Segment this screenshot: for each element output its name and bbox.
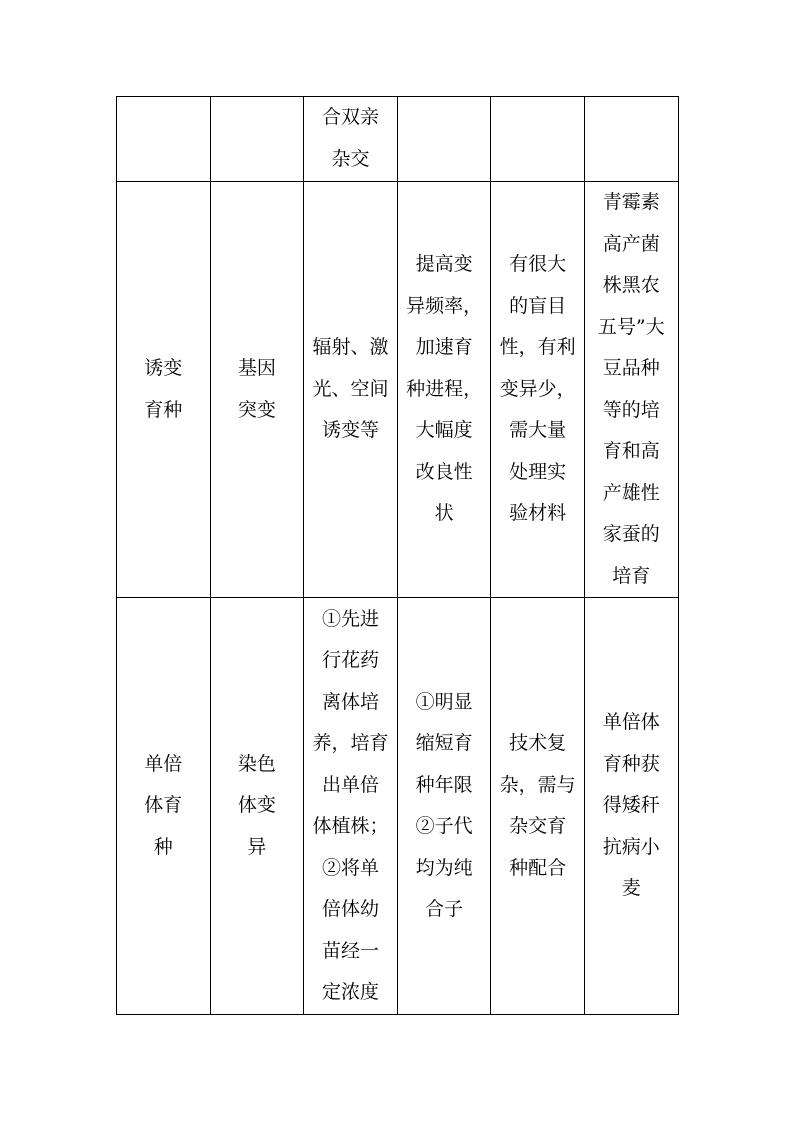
table-cell xyxy=(584,182,678,598)
table-cell xyxy=(210,182,304,598)
cell-text: 辐射、激 光、空间 诱变等 xyxy=(312,336,389,442)
table-cell xyxy=(117,182,211,598)
table-cell xyxy=(117,97,211,182)
table-cell xyxy=(304,598,398,1015)
table-cell xyxy=(397,598,491,1015)
table-cell xyxy=(491,97,585,182)
table-cell xyxy=(491,182,585,598)
breeding-methods-table xyxy=(116,96,679,1015)
cell-text: 单倍 体育 种 xyxy=(144,752,183,858)
cell-text: 提高变 异频率， 加速育 种进程， 大幅度 改良性 状 xyxy=(406,253,483,525)
cell-text: ①明显 缩短育 种年限 ②子代 均为纯 合子 xyxy=(415,690,473,920)
table-cell xyxy=(304,97,398,182)
table-cell xyxy=(397,97,491,182)
table-row xyxy=(117,97,679,182)
table-cell xyxy=(210,598,304,1015)
cell-text: 青霉素 高产菌 株黑农 五号”大 豆品种 等的培 育和高 产雄性 家蚕的 培育 xyxy=(597,191,665,587)
cell-text: 基因 突变 xyxy=(237,357,276,421)
table-cell xyxy=(304,182,398,598)
cell-text: 有很大 的盲目 性，有利 变异少， 需大量 处理实 验材料 xyxy=(499,253,576,525)
cell-text: 技术复 杂，需与 杂交育 种配合 xyxy=(499,732,576,879)
table-cell xyxy=(210,97,304,182)
table-row xyxy=(117,598,679,1015)
cell-text: ①先进 行花药 离体培 养，培育 出单倍 体植株； ②将单 倍体幼 苗经一 定浓度 xyxy=(312,607,389,1003)
cell-text: 染色 体变 异 xyxy=(237,752,276,858)
table-cell xyxy=(117,598,211,1015)
cell-text: 单倍体 育种获 得矮秆 抗病小 麦 xyxy=(602,711,660,900)
table-cell xyxy=(584,598,678,1015)
table-row xyxy=(117,182,679,598)
table-cell xyxy=(584,97,678,182)
cell-text: 合双亲 杂交 xyxy=(321,106,379,170)
table-cell xyxy=(491,598,585,1015)
table-cell xyxy=(397,182,491,598)
cell-text: 诱变 育种 xyxy=(144,357,183,421)
